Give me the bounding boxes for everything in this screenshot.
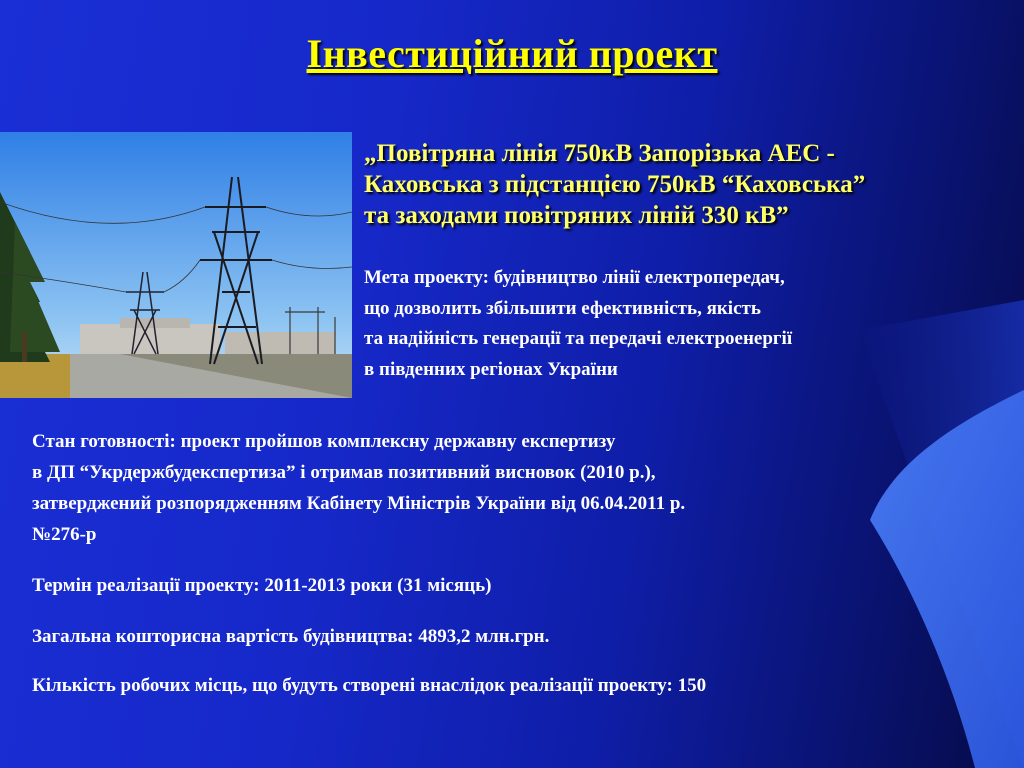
project-goal-line: що дозволить збільшити ефективність, якість [364, 297, 761, 319]
implementation-term: Термін реалізації проекту: 2011-2013 роки (31 місяць) [32, 575, 492, 596]
readiness-line: затверджений розпорядженням Кабінету Міністрів України від 06.04.2011 р. [32, 493, 686, 514]
project-name-line: Каховська з підстанцією 750кВ “Каховська” [364, 171, 866, 198]
total-cost: Загальна кошторисна вартість будівництва: 4893,2 млн.грн. [32, 626, 550, 647]
project-name-line: та заходами повітряних ліній 330 кВ” [364, 202, 789, 229]
project-goal [364, 263, 984, 385]
readiness-line: №276-р [32, 524, 97, 545]
project-name [364, 138, 1020, 231]
readiness-line: в ДП “Укрдержбудекспертиза” і отримав позитивний висновок (2010 р.), [32, 462, 656, 483]
jobs-count: Кількість робочих місць, що будуть створені внаслідок реалізації проекту: 150 [32, 675, 707, 696]
readiness-line: Стан готовності: проект пройшов комплексну державну експертизу [32, 431, 616, 452]
project-goal-line: в південних регіонах України [364, 358, 618, 380]
project-goal-line: та надійність генерації та передачі електроенергії [364, 328, 793, 349]
slide-title: Інвестиційний проект [306, 31, 718, 76]
power-line-photo-icon [0, 132, 352, 398]
project-name-line: „Повітряна лінія 750кВ Запорізька АЕС - [364, 140, 835, 167]
readiness-status [32, 426, 1002, 550]
project-goal-line: Мета проекту: будівництво лінії електропередач, [364, 267, 785, 288]
